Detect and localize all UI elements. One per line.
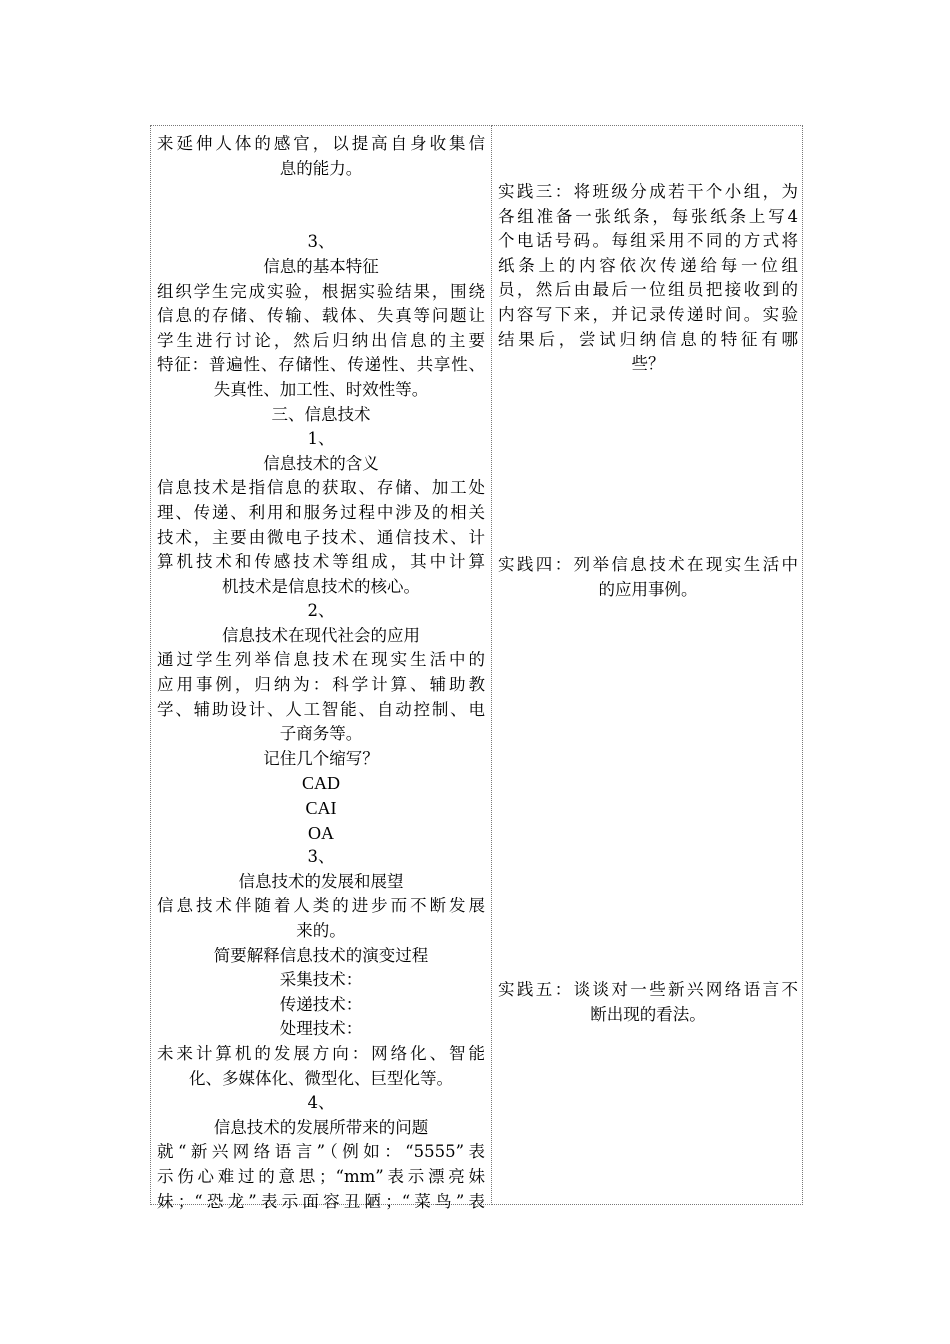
text-line: CAD — [301, 773, 340, 794]
text-line: 实践四：列举信息技术在现实生活中 — [498, 555, 798, 574]
content-cell — [151, 126, 492, 1211]
text-line: 实践三：将班级分成若干个小组，为 — [498, 182, 798, 201]
practice-three-text — [498, 180, 798, 377]
text-line: 采集技术： — [279, 970, 363, 990]
text-line: 化、多媒体化、微型化、巨型化等。 — [189, 1068, 453, 1088]
text-line: 的应用事例。 — [598, 579, 698, 599]
text-line: 示伤心难过的意思；“mm”表示漂亮妹 — [157, 1166, 485, 1186]
text-line: CAI — [305, 798, 337, 819]
text-line: 应用事例，归纳为：科学计算、辅助教 — [157, 675, 485, 695]
text-line: 1、 — [307, 429, 335, 449]
text-line: OA — [308, 822, 334, 843]
text-line: 子商务等。 — [279, 724, 363, 744]
text-line: 来延伸人体的感官，以提高自身收集信 — [157, 134, 485, 153]
text-line — [157, 206, 485, 231]
text-line: 信息技术伴随着人类的进步而不断发展 — [157, 896, 485, 916]
text-line: 学生进行讨论，然后归纳出信息的主要 — [157, 330, 485, 350]
text-line: 息的能力。 — [279, 158, 363, 178]
text-line: 结果后，尝试归纳信息的特征有哪 — [498, 329, 798, 349]
text-line: 通过学生列举信息技术在现实生活中的 — [157, 650, 485, 670]
text-line: 来的。 — [296, 921, 346, 940]
practice-four-text — [498, 553, 798, 602]
text-line: 各组准备一张纸条，每张纸条上写4 — [498, 206, 798, 226]
text-line: 3、 — [307, 847, 335, 867]
text-line: 实践五：谈谈对一些新兴网络语言不 — [498, 980, 798, 999]
text-line: 机技术是信息技术的核心。 — [222, 576, 420, 596]
text-line: 信息的基本特征 — [263, 256, 379, 276]
text-line: 就“新兴网络语言”（例如：“5555”表 — [157, 1142, 485, 1162]
text-line: 特征：普遍性、存储性、传递性、共享性、 — [157, 355, 485, 375]
text-line — [157, 181, 485, 206]
text-line: 3、 — [307, 232, 335, 252]
text-line: 理、传递、利用和服务过程中涉及的相关 — [157, 502, 485, 522]
text-line: 信息的存储、传输、载体、失真等问题让 — [157, 306, 485, 326]
text-line: 技术，主要由微电子技术、通信技术、计 — [157, 527, 485, 547]
text-line: 个电话号码。每组采用不同的方式将 — [498, 231, 798, 251]
text-line: 内容写下来，并记录传递时间。实验 — [498, 304, 798, 324]
practice-five-text — [498, 978, 798, 1027]
text-line: 信息技术在现代社会的应用 — [222, 625, 420, 645]
text-line: 记住几个缩写？ — [263, 748, 379, 768]
text-line: 失真性、加工性、时效性等。 — [213, 379, 429, 399]
text-line: 断出现的看法。 — [590, 1004, 706, 1024]
text-line: 传递技术： — [279, 994, 363, 1014]
text-line: 妹；“恐龙”表示面容丑陋；“菜鸟”表 — [157, 1191, 485, 1211]
text-line: 4、 — [307, 1093, 335, 1113]
text-line: 简要解释信息技术的演变过程 — [213, 945, 429, 965]
table-row — [151, 126, 803, 1205]
text-line: 三、信息技术 — [271, 404, 371, 424]
text-line: 未来计算机的发展方向：网络化、智能 — [157, 1043, 485, 1063]
text-line: 员，然后由最后一位组员把接收到的 — [498, 280, 798, 300]
text-line: 处理技术： — [279, 1019, 363, 1039]
text-line: 信息技术是指信息的获取、存储、加工处 — [157, 478, 485, 498]
text-line: 2、 — [307, 601, 335, 621]
practice-cell — [492, 126, 803, 1205]
text-line: 信息技术的含义 — [263, 453, 379, 473]
text-line: 纸条上的内容依次传递给每一位组 — [498, 255, 798, 275]
text-line: 信息技术的发展和展望 — [238, 871, 404, 891]
lesson-table — [150, 125, 803, 1211]
text-line: 信息技术的发展所带来的问题 — [213, 1117, 429, 1137]
content-text — [151, 126, 491, 1214]
text-line: 组织学生完成实验，根据实验结果，围绕 — [157, 281, 485, 301]
text-line: 学、辅助设计、人工智能、自动控制、电 — [157, 699, 485, 719]
text-line: 算机技术和传感技术等组成，其中计算 — [157, 552, 485, 572]
text-line: 些？ — [631, 354, 665, 374]
